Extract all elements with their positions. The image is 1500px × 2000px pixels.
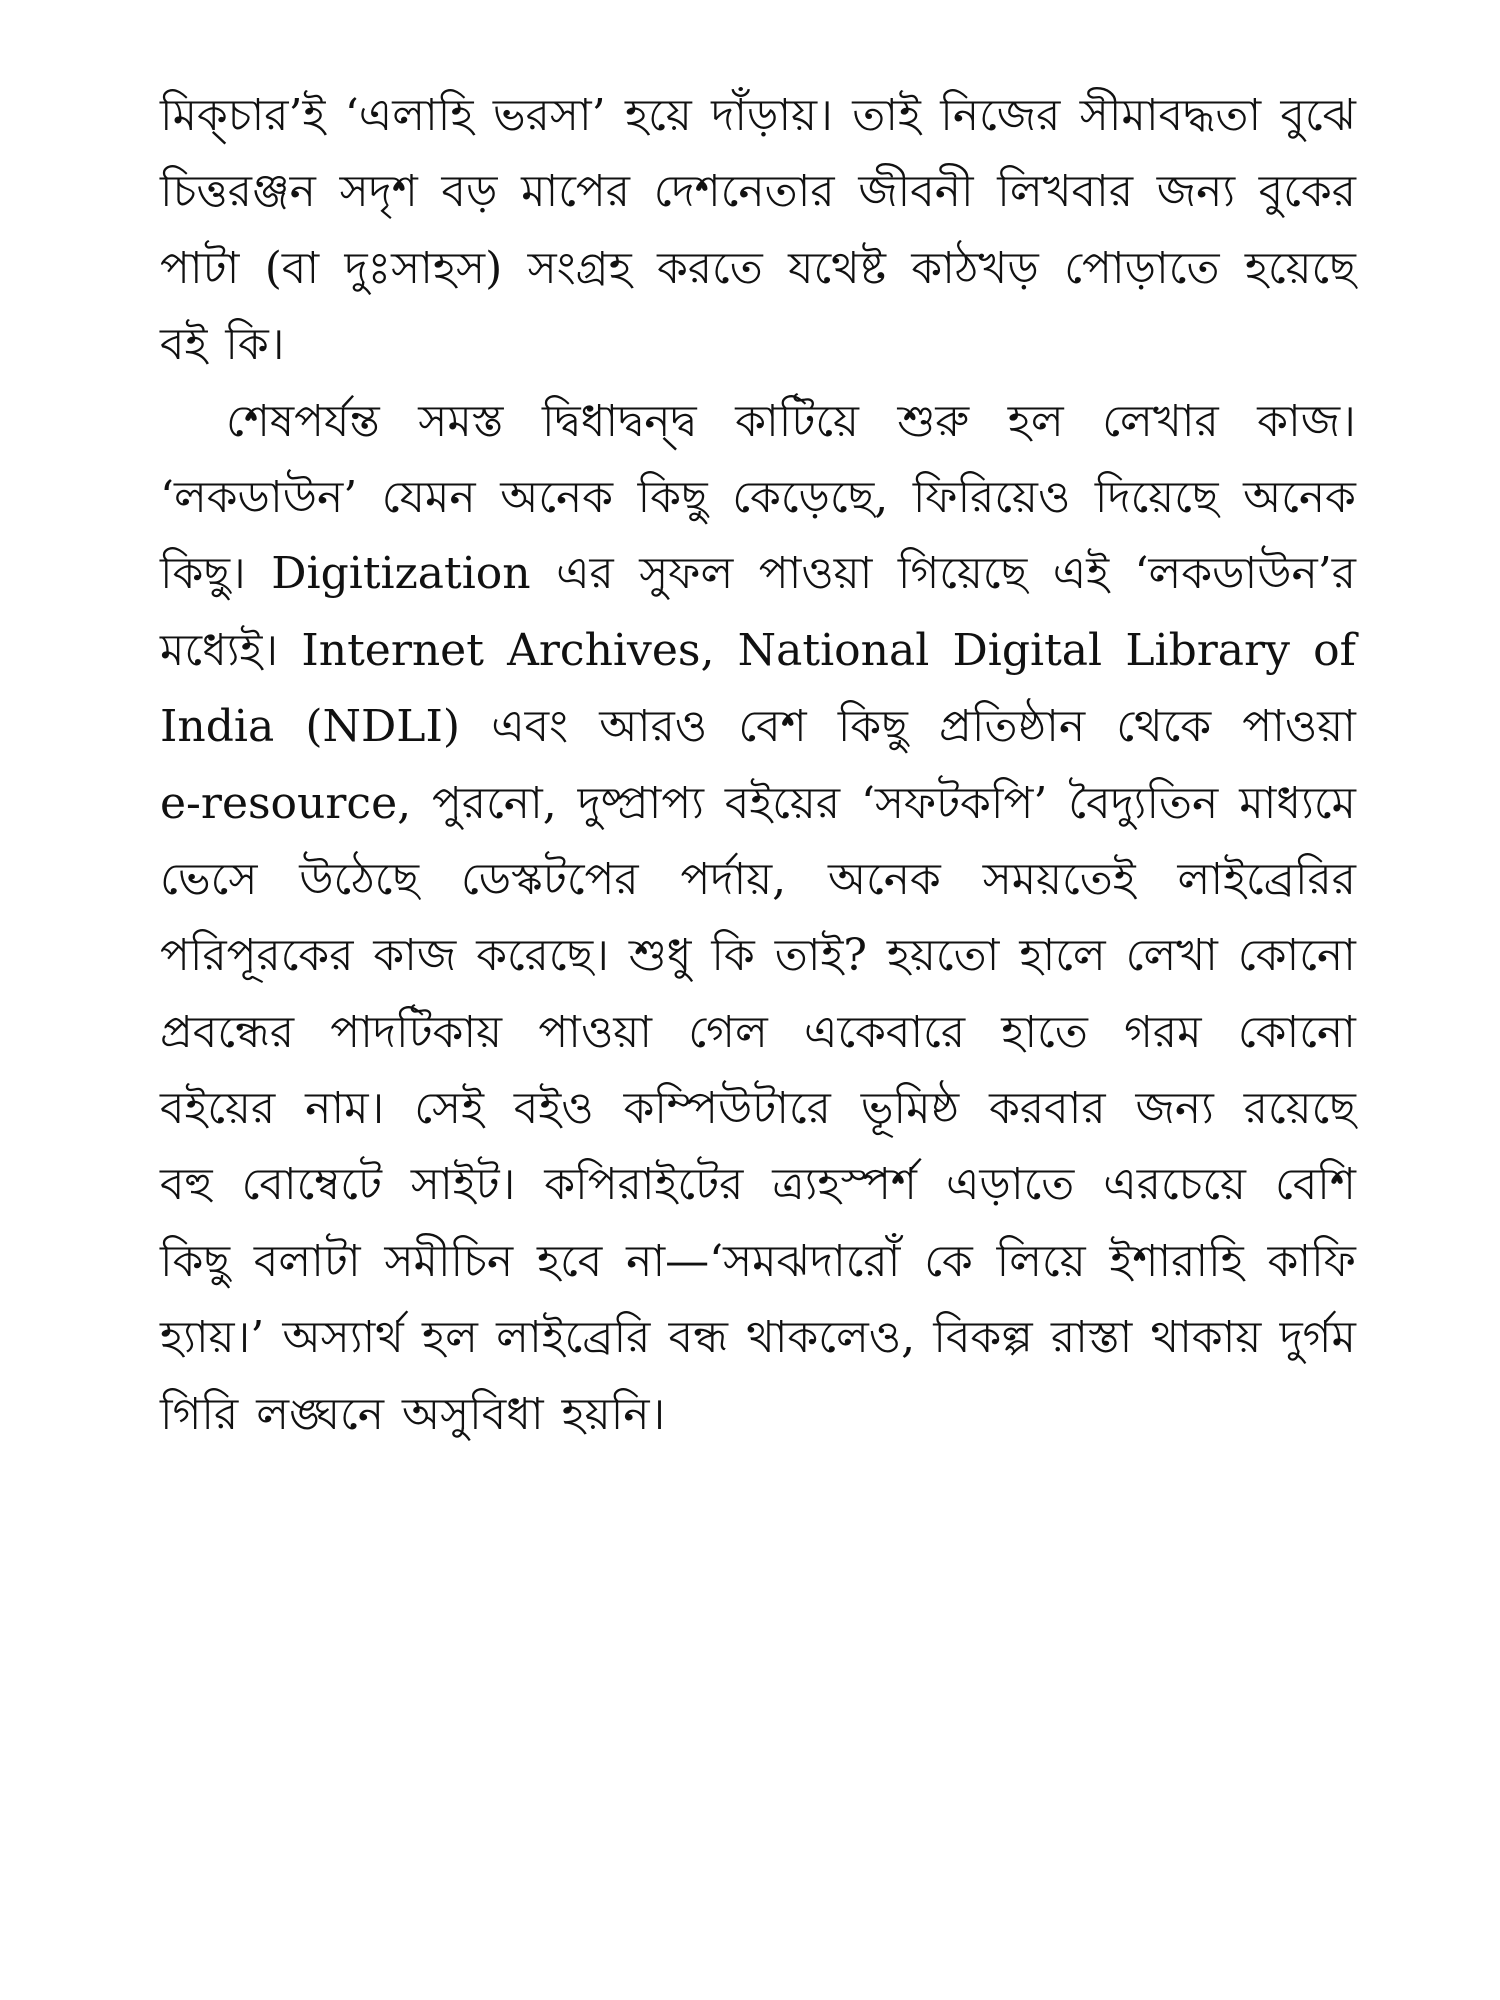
text-word: শুধু [628, 930, 692, 982]
text-word: (NDLI) [305, 701, 461, 753]
text-word: ‘সফটকপি’ [860, 777, 1048, 829]
text-word: India [160, 701, 275, 753]
text-word: এই [1052, 548, 1110, 600]
text-word: বহু [160, 1159, 213, 1211]
text-word: দাঁড়ায়। [711, 90, 833, 141]
text-word: হ্যায়।’ [160, 1312, 265, 1364]
text-word: অনেক [827, 853, 941, 905]
text-word: লিখবার [997, 166, 1134, 218]
text-word: মাপের [521, 166, 631, 218]
text-word: হয়তো [886, 930, 1000, 982]
text-word: কাটিয়ে [735, 395, 859, 447]
text-word: বেশ [738, 701, 807, 753]
text-word: অসুবিধা [402, 1388, 544, 1440]
text-word: না—‘সমঝদারোঁ [626, 1235, 901, 1287]
text-line [160, 1377, 1356, 1453]
text-word: বইও [513, 1083, 594, 1135]
text-word: সীমাবদ্ধতা [1079, 90, 1262, 141]
text-line [160, 842, 1356, 918]
text-word: Digital [952, 624, 1103, 676]
text-word: কম্পিউটারে [623, 1083, 831, 1135]
text-word: কাফি [1267, 1235, 1356, 1287]
text-word: তাই [852, 90, 921, 141]
text-line [160, 1147, 1356, 1223]
text-word: কিছু [637, 471, 708, 523]
text-word: কাজ [373, 930, 457, 982]
text-word: উঠেছে [299, 853, 420, 905]
text-word: বৈদ্যুতিন [1068, 777, 1219, 829]
text-line [160, 766, 1356, 842]
text-word: কাঠখড় [911, 242, 1039, 294]
text-word: হবে [536, 1235, 603, 1287]
text-line [160, 1224, 1356, 1300]
text-word: যেমন [381, 471, 476, 523]
text-line [160, 918, 1356, 994]
text-word: লেখার [1102, 395, 1219, 447]
text-word: রাস্তা [1050, 1312, 1133, 1364]
text-word: হল [1007, 395, 1064, 447]
text-word: কিছু। [160, 548, 246, 600]
text-word: দ্বিধাদ্বন্দ্ব [541, 395, 697, 447]
text-word: হয়েছে [1244, 242, 1356, 294]
text-word: নিজের [940, 90, 1061, 141]
text-word: দুঃসাহস) [344, 242, 503, 294]
body-text [160, 78, 1356, 1453]
text-word: জন্য [1156, 166, 1236, 218]
text-word: বন্ধ [668, 1312, 728, 1364]
text-line [160, 231, 1356, 307]
text-word: তাই? [774, 930, 867, 982]
text-word: সদৃশ [339, 166, 418, 218]
text-word: কোনো [1237, 930, 1356, 982]
text-word: পাওয়া [1242, 701, 1356, 753]
text-word: এর [556, 548, 614, 600]
text-word: National [737, 624, 930, 676]
text-word: ‘লকডাউন’ [160, 471, 358, 523]
text-word: কি [711, 930, 755, 982]
text-word: জন্য [1135, 1083, 1214, 1135]
text-word: করবার [989, 1083, 1106, 1135]
text-word: সমীচিন [384, 1235, 514, 1287]
text-word: সময়তেই [982, 853, 1136, 905]
text-word: হয়ে [625, 90, 692, 141]
text-word: মিক্‌চার’ই [160, 90, 326, 141]
text-word: বইয়ের [724, 777, 841, 829]
text-word: বুকের [1258, 166, 1356, 218]
text-word: এড়াতে [945, 1159, 1075, 1211]
text-word: একেবারে [803, 1006, 966, 1058]
text-word: করতে [657, 242, 763, 294]
text-word: ফিরিয়েও [912, 471, 1071, 523]
text-line [160, 1300, 1356, 1376]
text-line [160, 78, 1356, 154]
text-word: গিয়েছে [897, 548, 1028, 600]
text-word: কিছু [837, 701, 908, 753]
text-word: of [1313, 624, 1356, 676]
text-word: Library [1125, 624, 1290, 676]
text-word: বই [160, 319, 208, 371]
text-line [160, 995, 1356, 1071]
text-word: এরচেয়ে [1103, 1159, 1246, 1211]
text-word: সাইট। [410, 1159, 516, 1211]
text-word: অনেক [500, 471, 614, 523]
text-line [160, 1071, 1356, 1147]
text-word: কেড়েছে, [732, 471, 889, 523]
text-word: শুরু [897, 395, 970, 447]
text-word: হালে [1019, 930, 1106, 982]
text-word: গেল [688, 1006, 768, 1058]
text-word: নাম। [305, 1083, 385, 1135]
text-word: হাতে [1001, 1006, 1088, 1058]
text-line [160, 384, 1356, 460]
text-word: ভরসা’ [492, 90, 606, 141]
text-word: থাকলেও, [746, 1312, 916, 1364]
text-word: ভূমিষ্ঠ [860, 1083, 960, 1135]
text-word: পাওয়া [538, 1006, 653, 1058]
text-word: কোনো [1237, 1006, 1356, 1058]
text-word: লেখা [1125, 930, 1218, 982]
text-word: থাকায় [1150, 1312, 1262, 1364]
text-word: ইশারাহি [1109, 1235, 1244, 1287]
text-word: (বা [264, 242, 320, 294]
text-word: সেই [414, 1083, 485, 1135]
text-word: পাটা [160, 242, 240, 294]
text-word: কে [924, 1235, 973, 1287]
text-line [160, 460, 1356, 536]
text-word: করেছে। [476, 930, 609, 982]
text-word: ডেস্কটপের [460, 853, 639, 905]
text-word: গরম [1124, 1006, 1202, 1058]
text-word: Digitization [271, 548, 531, 600]
text-word: বুঝে [1280, 90, 1356, 141]
text-line [160, 536, 1356, 612]
text-word: ‘লকডাউন’র [1134, 548, 1356, 600]
text-word: অনেক [1243, 471, 1356, 523]
text-line [160, 154, 1356, 230]
text-word: কিছু [160, 1235, 231, 1287]
text-word: যথেষ্ট [788, 242, 887, 294]
text-word: e-resource, [160, 777, 412, 829]
text-word: পুরনো, [432, 777, 557, 829]
text-word: পরিপূরকের [160, 930, 354, 982]
text-word: Internet [301, 624, 484, 676]
text-word: মাধ্যমে [1239, 777, 1356, 829]
text-word: অস্যার্থ [282, 1312, 404, 1364]
text-word: পর্দায়, [680, 853, 787, 905]
text-word: সুফল [639, 548, 734, 600]
text-word: এবং [491, 701, 569, 753]
text-word: গিরি [160, 1388, 239, 1440]
text-line [160, 689, 1356, 765]
text-word: দেশনেতার [653, 166, 835, 218]
text-word: বলাটা [253, 1235, 361, 1287]
text-word: হয়নি। [561, 1388, 666, 1440]
text-word: বেশি [1274, 1159, 1356, 1211]
text-word: সংগ্রহ [527, 242, 632, 294]
text-word: দুষ্প্রাপ্য [577, 777, 704, 829]
text-word: শেষপর্যন্ত [226, 395, 380, 447]
text-word: বিকল্প [933, 1312, 1033, 1364]
text-word: কি। [225, 319, 285, 371]
text-word: হল [422, 1312, 478, 1364]
text-word: থেকে [1116, 701, 1212, 753]
text-word: প্রবন্ধের [160, 1006, 295, 1058]
text-word: লাইব্রেরি [496, 1312, 651, 1364]
text-word: বোম্বেটে [241, 1159, 382, 1211]
text-word: দুর্গম [1279, 1312, 1356, 1364]
text-word: জীবনী [858, 166, 974, 218]
text-word: ত্র্যহস্পর্শ [772, 1159, 917, 1211]
text-word: বইয়ের [160, 1083, 276, 1135]
text-word: বড় [441, 166, 498, 218]
text-word: ‘এলাহি [344, 90, 474, 141]
text-word: ভেসে [160, 853, 258, 905]
text-word: কাজ। [1257, 395, 1356, 447]
text-word: প্রতিষ্ঠান [939, 701, 1086, 753]
text-word: আরও [599, 701, 708, 753]
text-word: লাইব্রেরির [1177, 853, 1356, 905]
text-word: রয়েছে [1243, 1083, 1356, 1135]
text-word: পোড়াতে [1064, 242, 1220, 294]
text-word: পাওয়া [758, 548, 873, 600]
text-word: চিত্তরঞ্জন [160, 166, 316, 218]
text-word: Archives, [507, 624, 715, 676]
text-word: কপিরাইটের [544, 1159, 744, 1211]
text-word: লঙ্ঘনে [256, 1388, 384, 1440]
text-line [160, 307, 1356, 383]
text-word: মধ্যেই। [160, 624, 279, 676]
text-line [160, 613, 1356, 689]
text-word: দিয়েছে [1094, 471, 1219, 523]
text-word: লিয়ে [996, 1235, 1086, 1287]
text-word: পাদটিকায় [330, 1006, 503, 1058]
text-word: সমস্ত [418, 395, 504, 447]
